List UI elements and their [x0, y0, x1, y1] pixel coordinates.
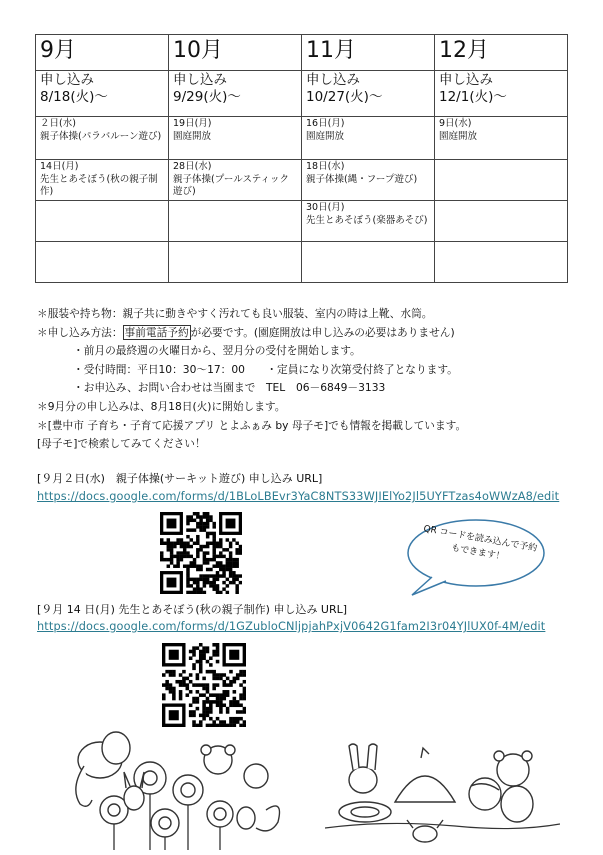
note-method-boxed: 事前電話予約: [124, 325, 189, 339]
event-cell: [36, 242, 169, 283]
note-start: ・前月の最終週の火曜日から、翌月分の受付を開始します。: [73, 344, 361, 358]
note-method-suffix: が必要です。(園庭開放は申し込みの必要はありません): [190, 325, 455, 339]
apply-date: 8/18(火)～: [40, 89, 108, 105]
event-cell: [36, 201, 169, 242]
month-cell: 10月: [169, 35, 302, 71]
month-cell: 12月: [435, 35, 568, 71]
apply-label: 申し込み: [439, 72, 493, 88]
event-cell: [169, 242, 302, 283]
event-date: 18日(水): [306, 161, 345, 172]
speech-bubble-text: QR コードを読み込んで予約もできます！: [422, 524, 538, 563]
month-cell: 9月: [36, 35, 169, 71]
event-date: ２日(水): [40, 118, 76, 129]
notes-section: [37, 305, 577, 454]
animals-beach-illustration: [325, 740, 560, 852]
apply-label: 申し込み: [40, 72, 94, 88]
note-app: ＊[豊中市 子育ち・子育て応援アプリ とよふぁみ by 母子モ]でも情報を掲載しています。: [37, 418, 467, 432]
apply-cell: [169, 71, 302, 117]
event-cell: [169, 160, 302, 201]
link2-url[interactable]: https://docs.google.com/forms/d/1GZubloCNljpjahPxjV0642G1fam2I3r04YJlUX0f-4M/edit: [37, 620, 546, 633]
link1-heading: [９月２日(水) 親子体操(サーキット遊び) 申し込み URL]: [37, 472, 323, 485]
event-cell: [435, 242, 568, 283]
event-title: 親子体操(パラバルーン遊び): [40, 130, 162, 142]
event-row: [36, 201, 568, 242]
event-title: 親子体操(縄・フープ遊び): [306, 173, 418, 185]
qr-code-icon[interactable]: [162, 643, 246, 727]
elephant-sunflowers-illustration: [70, 718, 290, 850]
month-cell: 11月: [302, 35, 435, 71]
event-cell: [36, 117, 169, 160]
note-method: [37, 324, 577, 343]
event-row: [36, 117, 568, 160]
apply-date: 10/27(火)～: [306, 89, 383, 105]
event-row: [36, 160, 568, 201]
event-cell: [169, 117, 302, 160]
event-title: 先生とあそぼう(楽器あそび): [306, 214, 428, 226]
apply-label: 申し込み: [306, 72, 360, 88]
note-search: [母子モ]で検索してみてください！: [37, 437, 206, 451]
event-cell: [36, 160, 169, 201]
note-september: ＊9月分の申し込みは、8月18日(火)に開始します。: [37, 399, 286, 413]
event-cell: [435, 201, 568, 242]
event-date: 19日(月): [173, 118, 212, 129]
note-contact: ・お申込み、お問い合わせは当園まで TEL 06－6849－3133: [73, 381, 386, 395]
note-method-prefix: ＊申し込み方法：: [37, 325, 123, 339]
event-title: 園庭開放: [439, 130, 478, 142]
schedule-table: [35, 34, 568, 283]
event-row: [36, 242, 568, 283]
qr-code-icon[interactable]: [160, 512, 242, 594]
event-cell: [302, 160, 435, 201]
event-cell: [169, 201, 302, 242]
event-date: 28日(水): [173, 161, 212, 172]
event-date: 16日(月): [306, 118, 345, 129]
event-cell: [435, 117, 568, 160]
event-cell: [302, 117, 435, 160]
month-row: [36, 35, 568, 71]
event-cell: [302, 242, 435, 283]
event-title: 園庭開放: [173, 130, 212, 142]
apply-date: 9/29(火)～: [173, 89, 241, 105]
event-cell: [435, 160, 568, 201]
event-cell: [302, 201, 435, 242]
link1-url[interactable]: https://docs.google.com/forms/d/1BLoLBEvr3YaC8NTS33WJIElYo2Jl5UYFTzas4oWWzA8/edit: [37, 490, 560, 503]
event-title: 先生とあそぼう(秋の親子制作): [40, 173, 158, 197]
note-hours: ・受付時間：平日10：30～17：00 ・定員になり次第受付終了となります。: [73, 362, 458, 376]
apply-row: [36, 71, 568, 117]
event-title: 親子体操(プールスティック遊び): [173, 173, 289, 197]
apply-label: 申し込み: [173, 72, 227, 88]
event-date: 9日(水): [439, 118, 472, 129]
apply-date: 12/1(火)～: [439, 89, 507, 105]
link2-heading: [９月 14 日(月) 先生とあそぼう(秋の親子制作) 申し込み URL]: [37, 603, 348, 616]
event-title: 園庭開放: [306, 130, 345, 142]
apply-cell: [36, 71, 169, 117]
apply-cell: [435, 71, 568, 117]
note-clothing: ＊服装や持ち物：親子共に動きやすく汚れても良い服装、室内の時は上靴、水筒。: [37, 307, 433, 320]
event-date: 30日(月): [306, 202, 345, 213]
apply-cell: [302, 71, 435, 117]
event-date: 14日(月): [40, 161, 79, 172]
